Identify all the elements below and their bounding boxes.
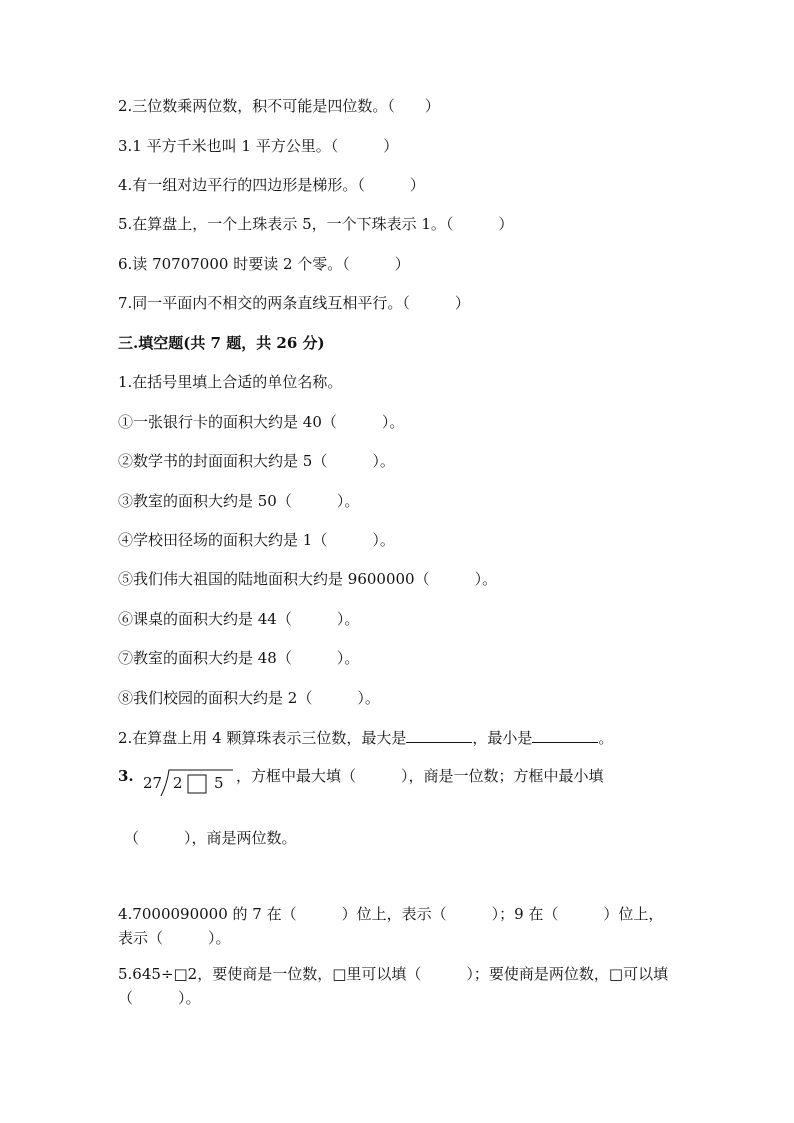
q1-prompt: 1.在括号里填上合适的单位名称。 [118, 373, 343, 391]
judge-item-2: 2.三位数乘两位数，积不可能是四位数。（ ） [118, 97, 440, 115]
q1-item-6: ⑥课桌的面积大约是 44（ ）。 [118, 610, 360, 628]
q4: 4.7000090000 的 7 在（ ）位上，表示（ ）；9 在（ ）位上，表示（ ）。 [118, 905, 664, 947]
dividend-right-digit: 5 [214, 774, 224, 792]
judge-item-3: 3.1 平方千米也叫 1 平方公里。（ ） [118, 137, 399, 155]
long-division-figure [143, 766, 235, 798]
q2-part3: 。 [598, 729, 614, 747]
q3-text2: （ ），商是两位数。 [124, 829, 297, 847]
q1-item-2: ②数学书的封面面积大约是 5（ ）。 [118, 452, 395, 470]
q1-item-3: ③教室的面积大约是 50（ ）。 [118, 492, 360, 510]
dividend-left-digit: 2 [173, 774, 183, 792]
q3-text: ，方框中最大填（ ），商是一位数；方框中最小填 [236, 767, 604, 785]
q1-item-4: ④学校田径场的面积大约是 1（ ）。 [118, 531, 395, 549]
judge-item-7: 7.同一平面内不相交的两条直线互相平行。（ ） [118, 294, 470, 312]
q1-item-5: ⑤我们伟大祖国的陆地面积大约是 9600000（ ）。 [118, 570, 498, 588]
q2 [118, 728, 613, 748]
q2-blank-min[interactable] [532, 728, 598, 743]
q3-number: 3. [118, 767, 134, 785]
section-heading: 三.填空题(共 7 题，共 26 分) [118, 334, 325, 352]
q1-item-7: ⑦教室的面积大约是 48（ ）。 [118, 649, 360, 667]
judge-item-6: 6.读 70707000 时要读 2 个零。（ ） [118, 255, 410, 273]
q1-item-1: ①一张银行卡的面积大约是 40（ ）。 [118, 413, 405, 431]
q5: 5.645÷□2，要使商是一位数，□里可以填（ ）；要使商是两位数，□可以填（ ）。 [118, 965, 669, 1007]
q1-item-8: ⑧我们校园的面积大约是 2（ ）。 [118, 689, 380, 707]
missing-digit-box [188, 775, 206, 793]
q2-part2: ，最小是 [472, 729, 533, 747]
divisor: 27 [143, 774, 163, 792]
q2-part1: 2.在算盘上用 4 颗算珠表示三位数，最大是 [118, 729, 407, 747]
judge-item-4: 4.有一组对边平行的四边形是梯形。（ ） [118, 176, 425, 194]
judge-item-5: 5.在算盘上，一个上珠表示 5，一个下珠表示 1。（ ） [118, 215, 514, 233]
q2-blank-max[interactable] [406, 728, 472, 743]
